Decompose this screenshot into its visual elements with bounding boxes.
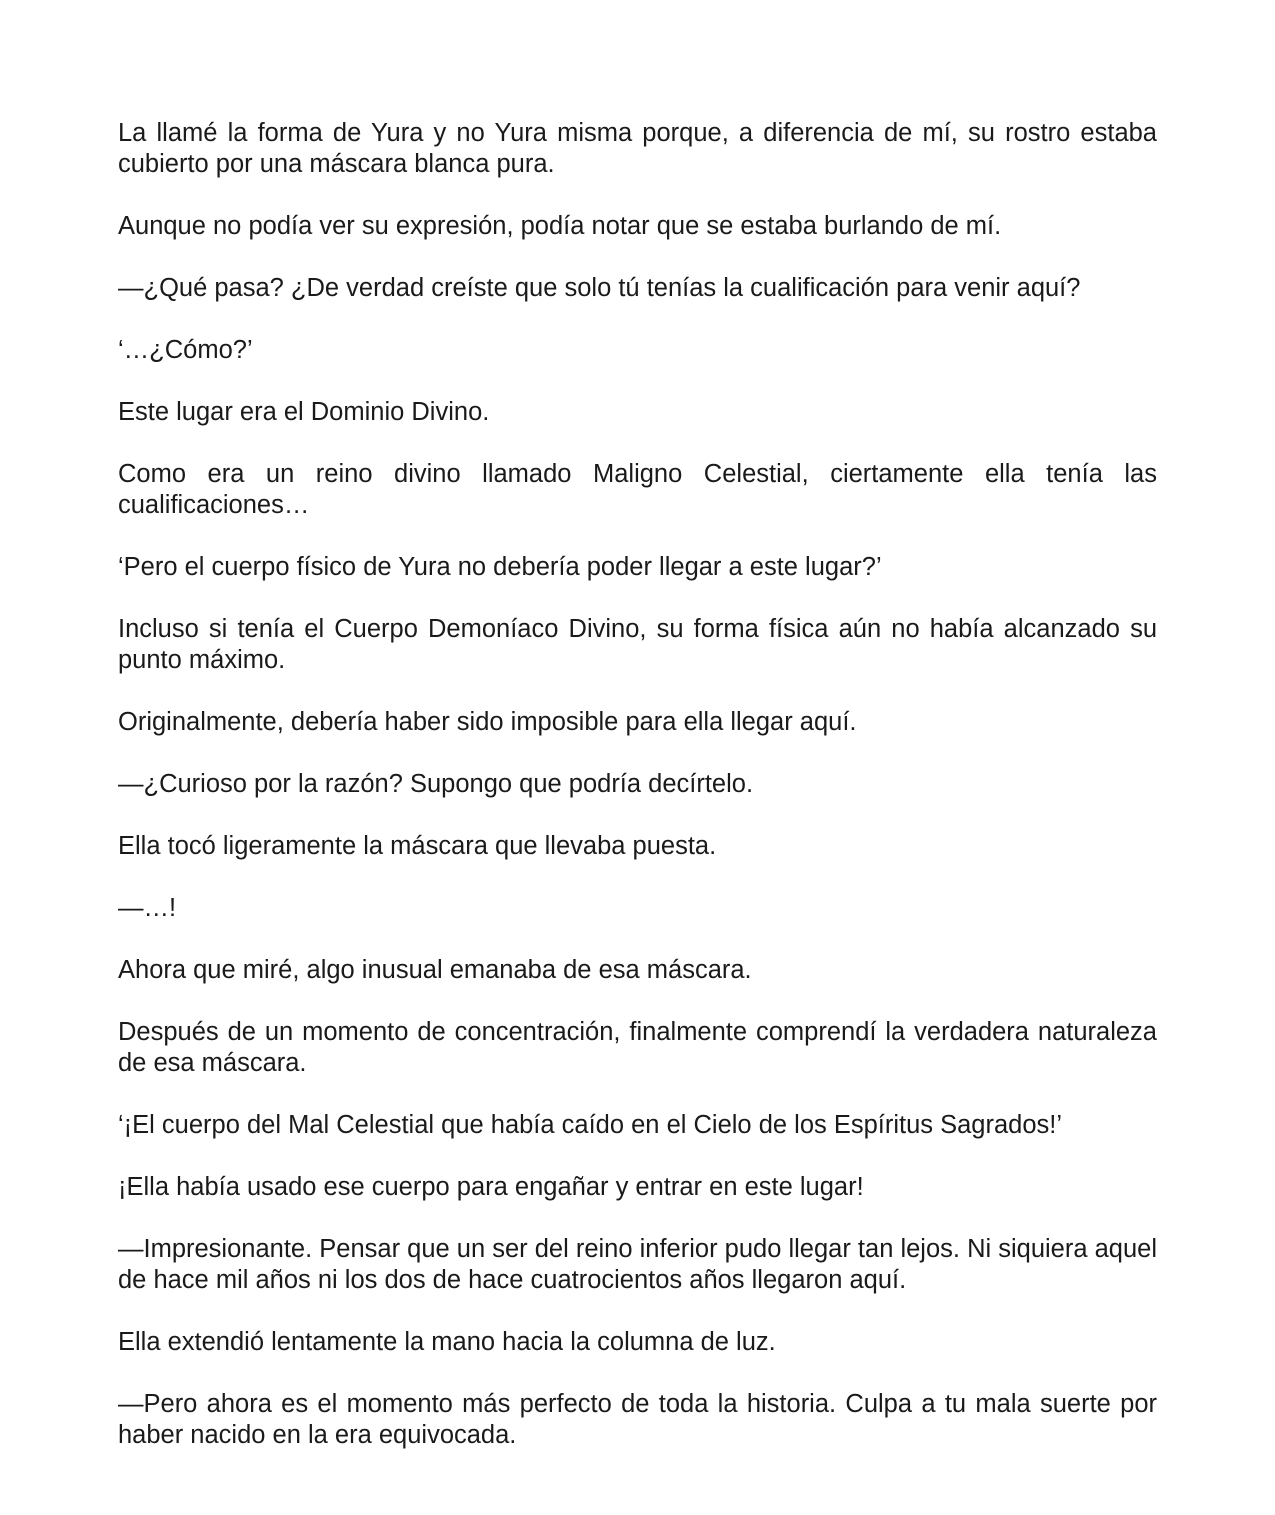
paragraph-13: Ahora que miré, algo inusual emanaba de esa máscara.	[118, 956, 752, 984]
paragraph-8: Incluso si tenía el Cuerpo Demoníaco Divino, su forma física aún no había alcanzado su punto máximo.	[118, 615, 1157, 674]
paragraph-18: Ella extendió lentamente la mano hacia la columna de luz.	[118, 1328, 776, 1356]
paragraph-2: Aunque no podía ver su expresión, podía notar que se estaba burlando de mí.	[118, 212, 1002, 240]
paragraph-5: Este lugar era el Dominio Divino.	[118, 398, 490, 426]
paragraph-1: La llamé la forma de Yura y no Yura misma porque, a diferencia de mí, su rostro estaba cubierto por una máscara blanca pura.	[118, 119, 1157, 178]
paragraph-14: Después de un momento de concentración, finalmente comprendí la verdadera naturaleza de esa máscara.	[118, 1018, 1157, 1077]
paragraph-9: Originalmente, debería haber sido imposible para ella llegar aquí.	[118, 708, 857, 736]
paragraph-12: —…!	[118, 894, 177, 922]
paragraph-17: —Impresionante. Pensar que un ser del reino inferior pudo llegar tan lejos. Ni siquiera aquel de hace mil años ni los dos de hace cuatrocientos años llegaron aquí.	[118, 1235, 1158, 1294]
paragraph-19: —Pero ahora es el momento más perfecto de toda la historia. Culpa a tu mala suerte por haber nacido en la era equivocada.	[118, 1390, 1157, 1449]
paragraph-11: Ella tocó ligeramente la máscara que llevaba puesta.	[118, 832, 717, 860]
paragraph-3: —¿Qué pasa? ¿De verdad creíste que solo tú tenías la cualificación para venir aquí?	[118, 274, 1081, 302]
paragraph-16: ¡Ella había usado ese cuerpo para engañar y entrar en este lugar!	[118, 1173, 864, 1201]
paragraph-10: —¿Curioso por la razón? Supongo que podría decírtelo.	[118, 770, 754, 798]
paragraph-6: Como era un reino divino llamado Maligno Celestial, ciertamente ella tenía las cualificaciones…	[118, 460, 1157, 519]
paragraph-4: ‘…¿Cómo?’	[118, 336, 253, 364]
paragraph-7: ‘Pero el cuerpo físico de Yura no debería poder llegar a este lugar?’	[118, 553, 882, 581]
paragraph-15: ‘¡El cuerpo del Mal Celestial que había caído en el Cielo de los Espíritus Sagrados!’	[118, 1111, 1063, 1139]
